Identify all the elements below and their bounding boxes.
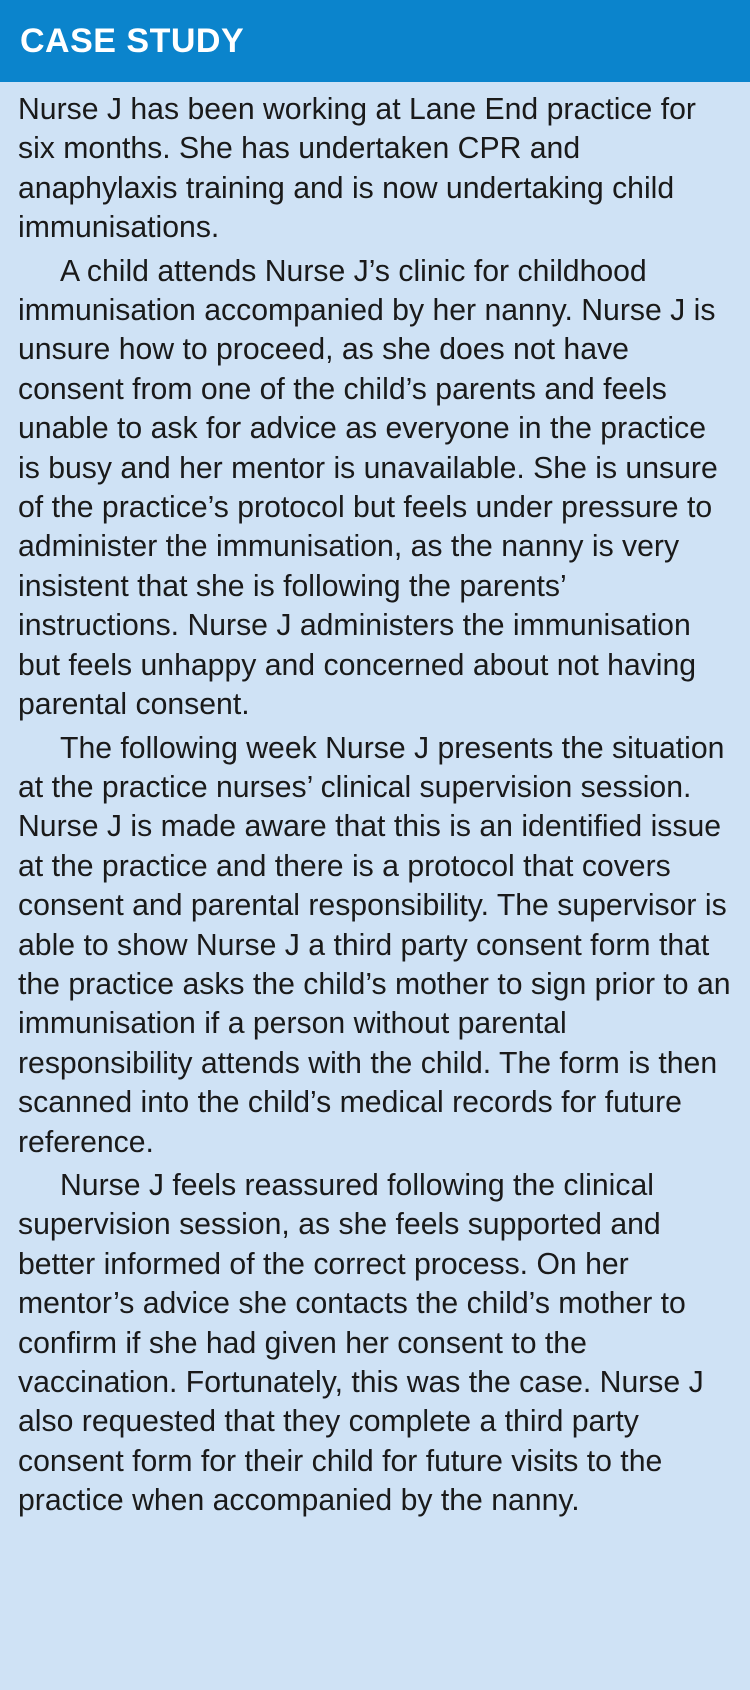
paragraph-3: The following week Nurse J presents the situation at the practice nurses’ clinical supervision session. Nurse J is made aware that this is an identified issue at the practice and there is a protocol that covers consent and parental responsibility. The supervisor is able to show Nurse J a third party consent form that the practice asks the child’s mother to sign prior to an immunisation if a person without parental responsibility attends with the child. The form is then scanned into the child’s medical records for future reference. <box>18 731 731 1159</box>
paragraph-1: Nurse J has been working at Lane End practice for six months. She has undertaken CPR and anaphylaxis training and is now undertaking child immunisations. <box>18 93 696 245</box>
paragraph-2: A child attends Nurse J’s clinic for childhood immunisation accompanied by her nanny. Nurse J is unsure how to proceed, as she does not have consent from one of the child’s parents and feels unable to ask for advice as everyone in the practice is busy and her mentor is unavailable. She is unsure of the practice’s protocol but feels under pressure to administer the immunisation, as the nanny is very insistent that she is following the parents’ instructions. Nurse J administers the immunisation but feels unhappy and concerned about not having parental consent. <box>18 254 718 722</box>
paragraph-4: Nurse J feels reassured following the clinical supervision session, as she feels supported and better informed of the correct process. On her mentor’s advice she contacts the child’s mother to confirm if she had given her consent to the vaccination. Fortunately, this was the case. Nurse J also requested that they complete a third party consent form for their child for future visits to the practice when accompanied by the nanny. <box>18 1168 704 1518</box>
case-study-title: CASE STUDY <box>20 21 245 60</box>
case-study-header <box>0 0 750 82</box>
case-study-body <box>0 82 750 1521</box>
